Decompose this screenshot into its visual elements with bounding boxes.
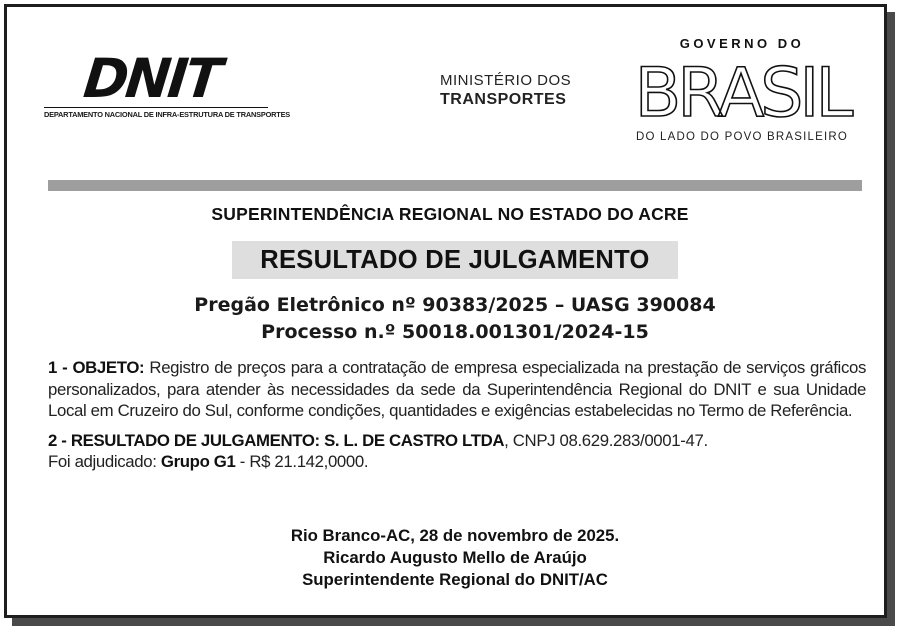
gov-logo-top: GOVERNO DO (679, 36, 805, 51)
place-date: Rio Branco-AC, 28 de novembro de 2025. (290, 526, 620, 545)
adjudicado-value: - R$ 21.142,0000. (235, 452, 369, 471)
dnit-subtitle: DEPARTAMENTO NACIONAL DE INFRA-ESTRUTURA DE TRANSPORTES (44, 107, 268, 119)
signer-role: Superintendente Regional do DNIT/AC (302, 570, 608, 589)
notice-body (48, 357, 866, 481)
adjudicado-group: Grupo G1 (160, 452, 236, 471)
governo-do-brasil-logo (614, 36, 870, 143)
processo-line: Processo n.º 50018.001301/2024-15 (261, 321, 649, 343)
adjudicado-prefix: Foi adjudicado: (48, 452, 161, 471)
header-divider (48, 180, 862, 191)
pregao-line: Pregão Eletrônico nº 90383/2025 – UASG 390084 (194, 294, 716, 316)
objeto-text: Registro de preços para a contratação de empresa especializada na prestação de serviços gráficos personalizados, para atender às necessidades da sede da Superintendência Regional do DNIT e sua Unidade Local em Cruzeiro do Sul, conforme condições, quantidades e exigências estabelecidas no Termo de Referência. (48, 358, 867, 420)
objeto-paragraph (48, 357, 866, 422)
resultado-label: 2 - RESULTADO DE JULGAMENTO: S. L. DE CASTRO LTDA (48, 430, 505, 450)
objeto-label: 1 - OBJETO: (48, 358, 145, 377)
dnit-logo (44, 47, 291, 119)
signature-block (0, 525, 900, 591)
notice-title-text: RESULTADO DE JULGAMENTO (260, 245, 650, 274)
resultado-paragraph (48, 430, 866, 473)
procurement-ids (0, 292, 900, 346)
ministry-line2: TRANSPORTES (440, 91, 567, 108)
ministry-line1: MINISTÉRIO DOS (440, 72, 572, 89)
brasil-wordmark-text: BRASIL (634, 59, 850, 123)
resultado-cnpj: , CNPJ 08.629.283/0001-47. (504, 430, 708, 450)
brasil-wordmark (622, 59, 862, 123)
gov-logo-bottom: DO LADO DO POVO BRASILEIRO (635, 131, 849, 143)
signer-name: Ricardo Augusto Mello de Araújo (323, 548, 587, 567)
notice-title (232, 241, 678, 279)
ministry-logo (440, 72, 571, 110)
superintendence-heading: SUPERINTENDÊNCIA REGIONAL NO ESTADO DO ACRE (211, 204, 689, 224)
dnit-wordmark: DNIT (80, 47, 223, 110)
